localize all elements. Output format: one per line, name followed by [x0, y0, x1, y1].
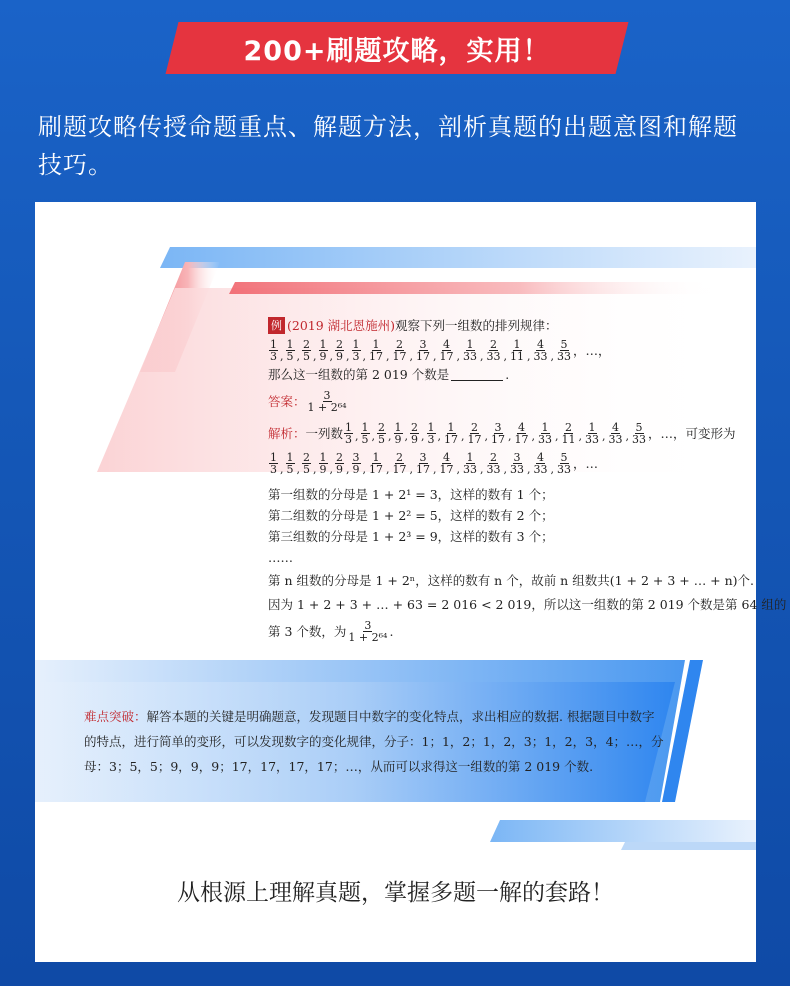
- sequence-end: ，…，可变形为: [648, 425, 736, 441]
- analysis-line: 因为 1 + 2 + 3 + … + 63 = 2 016 < 2 019，所以这一组数的第 2 019 个数是第 64 组的: [268, 596, 787, 612]
- fraction-denominator: 17: [444, 432, 459, 446]
- fraction-denominator: 33: [463, 462, 477, 476]
- sequence-fraction: [608, 422, 624, 445]
- fraction-numerator: 3: [513, 450, 521, 464]
- sequence-comma: ,: [602, 429, 606, 443]
- final-text: 第 3 个数，为: [268, 623, 347, 639]
- sequence-end: ，…，: [573, 342, 611, 358]
- sequence-comma: ,: [346, 463, 350, 476]
- sequence-fraction: [556, 339, 572, 362]
- fraction-denominator: 5: [303, 462, 310, 476]
- fraction-denominator: 3: [352, 349, 360, 363]
- fraction-denominator: 33: [557, 462, 571, 476]
- fraction-numerator: 2: [490, 450, 497, 464]
- sequence-fraction: [361, 422, 370, 445]
- sequence-fraction: [319, 452, 328, 475]
- fraction-denominator: 5: [361, 432, 369, 446]
- fraction-denominator: 11: [561, 432, 576, 446]
- answer-row: [268, 384, 748, 418]
- fraction-numerator: 2: [490, 337, 497, 351]
- sequence-comma: ,: [296, 350, 300, 363]
- sequence-comma: ,: [329, 350, 333, 363]
- fraction-numerator: 5: [560, 337, 568, 351]
- fraction-denominator: 5: [286, 349, 294, 363]
- example-sequence: [268, 335, 748, 365]
- fraction-denominator: 9: [336, 349, 343, 363]
- fraction-denominator: 9: [336, 462, 343, 476]
- question-text: 那么这一组数的第 2 019 个数是: [268, 367, 450, 382]
- banner-title: 200+刷题攻略，实用！: [243, 35, 551, 67]
- fraction-denominator: 17: [369, 462, 383, 476]
- fraction-denominator: 3: [345, 432, 353, 446]
- fraction-denominator: 5: [303, 349, 310, 363]
- sequence-fraction: [302, 339, 311, 362]
- fraction-denominator: 33: [533, 349, 548, 363]
- analysis-line: 第 n 组数的分母是 1 + 2ⁿ，这样的数有 n 个，故前 n 组数共(1 + 2 + 3 + … + n)个.: [268, 572, 755, 588]
- answer-label: 答案：: [268, 393, 306, 409]
- sequence-fraction: [335, 452, 344, 475]
- fraction-numerator: 5: [635, 420, 643, 434]
- footer-text: 从根源上理解真题，掌握多题一解的套路！: [177, 880, 614, 906]
- sequence-fraction: [514, 422, 530, 445]
- fraction-denominator: 3: [270, 349, 277, 363]
- fraction-denominator: 17: [392, 349, 407, 363]
- fraction-numerator: 2: [336, 337, 343, 351]
- example-heading: [268, 316, 748, 335]
- sequence-comma: ,: [280, 350, 284, 363]
- sequence-fraction: [352, 339, 361, 362]
- example-problem: [268, 316, 787, 646]
- fraction-numerator: 1: [466, 337, 474, 351]
- fraction-denominator: 33: [510, 462, 524, 476]
- sequence-fraction: [319, 339, 328, 362]
- sequence-fraction: [344, 422, 353, 445]
- analysis-label: 解析：: [268, 425, 306, 441]
- sequence-comma: ,: [329, 463, 333, 476]
- sequence-fraction: [533, 339, 549, 362]
- analysis-line: 第一组数的分母是 1 + 2¹ = 3，这样的数有 1 个；: [268, 487, 554, 502]
- sequence-comma: ,: [578, 429, 583, 443]
- final-end: .: [389, 623, 394, 639]
- fraction-numerator: 1: [286, 337, 294, 351]
- analysis-line: 第二组数的分母是 1 + 2² = 5，这样的数有 2 个；: [268, 508, 554, 523]
- answer-fraction: [307, 390, 348, 413]
- sequence-comma: ,: [296, 463, 300, 476]
- fraction-numerator: 1: [541, 420, 549, 434]
- fraction-numerator: 2: [336, 450, 343, 464]
- fraction-numerator: 2: [303, 450, 310, 464]
- answer-num: 3: [323, 388, 331, 402]
- sequence-comma: ,: [388, 429, 392, 443]
- intro-text: 刷题攻略传授命题重点、解题方法，剖析真题的出题意图和解题技巧。: [38, 113, 738, 179]
- fraction-denominator: 3: [427, 432, 435, 446]
- fraction-numerator: 2: [396, 337, 403, 351]
- sequence-comma: ,: [409, 350, 413, 363]
- analysis-line: ……: [268, 550, 293, 565]
- sequence-comma: ,: [503, 463, 507, 476]
- sequence-fraction: [462, 452, 478, 475]
- difficulty-hint: [84, 704, 664, 779]
- fraction-numerator: 2: [303, 337, 310, 351]
- fraction-denominator: 33: [463, 349, 477, 363]
- sequence-fraction: [415, 452, 431, 475]
- fraction-numerator: 1: [466, 450, 474, 464]
- analysis-row-1: [268, 418, 748, 448]
- example-prompt: 观察下列一组数的排列规律：: [395, 318, 558, 333]
- fraction-denominator: 33: [557, 349, 571, 363]
- sequence-comma: ,: [531, 429, 536, 443]
- fraction-denominator: 17: [369, 349, 383, 363]
- sequence-comma: ,: [437, 429, 442, 443]
- fraction-numerator: 2: [396, 450, 403, 464]
- fraction-numerator: 3: [352, 450, 360, 464]
- sequence-fraction: [584, 422, 600, 445]
- sequence-fraction: [394, 422, 403, 445]
- sequence-comma: ,: [480, 350, 484, 363]
- sequence-comma: ,: [355, 429, 359, 443]
- sequence-comma: ,: [433, 350, 437, 363]
- sequence-comma: ,: [280, 463, 284, 476]
- sequence-comma: ,: [409, 463, 413, 476]
- fraction-numerator: 2: [471, 420, 479, 434]
- fraction-numerator: 2: [565, 420, 573, 434]
- fraction-denominator: 17: [467, 432, 482, 446]
- sequence-fraction: [410, 422, 419, 445]
- sequence-fraction: [443, 422, 459, 445]
- fraction-numerator: 4: [537, 337, 544, 351]
- sequence-comma: ,: [386, 463, 390, 476]
- sequence-comma: ,: [313, 463, 317, 476]
- sequence-end: ，…: [573, 455, 599, 471]
- sequence-fraction: [462, 339, 478, 362]
- fraction-denominator: 33: [538, 432, 553, 446]
- fraction-numerator: 1: [319, 337, 327, 351]
- fraction-numerator: 1: [345, 420, 353, 434]
- fraction-numerator: 1: [286, 450, 294, 464]
- sequence-fraction: [269, 339, 278, 362]
- sequence-fraction: [561, 422, 577, 445]
- fraction-denominator: 17: [514, 432, 529, 446]
- fraction-numerator: 1: [319, 450, 327, 464]
- fraction-numerator: 1: [270, 450, 277, 464]
- fraction-numerator: 2: [411, 420, 419, 434]
- analysis-lead: 一列数: [305, 425, 344, 441]
- fraction-numerator: 1: [361, 420, 369, 434]
- example-question: [268, 365, 748, 384]
- fraction-denominator: 9: [352, 462, 360, 476]
- sequence-comma: ,: [527, 350, 531, 363]
- fraction-denominator: 9: [319, 462, 327, 476]
- fraction-numerator: 3: [419, 337, 427, 351]
- sequence-comma: ,: [433, 463, 437, 476]
- sequence-fraction: [286, 339, 295, 362]
- sequence-comma: ,: [484, 429, 489, 443]
- sequence-fraction: [335, 339, 344, 362]
- fraction-numerator: 1: [427, 420, 435, 434]
- sequence-fraction: [392, 339, 408, 362]
- sequence-fraction: [509, 452, 525, 475]
- fraction-numerator: 1: [372, 337, 380, 351]
- sequence-comma: ,: [371, 429, 376, 443]
- sequence-comma: ,: [346, 350, 350, 363]
- answer-den: 1 + 2⁶⁴: [307, 400, 347, 414]
- fraction-numerator: 1: [270, 337, 277, 351]
- sequence-fraction: [439, 339, 455, 362]
- fraction-numerator: 4: [537, 450, 544, 464]
- fraction-denominator: 17: [392, 462, 407, 476]
- sequence-comma: ,: [421, 429, 425, 443]
- example-tag: 例: [268, 317, 285, 334]
- sequence-comma: ,: [480, 463, 484, 476]
- fraction-numerator: 1: [513, 337, 521, 351]
- fraction-numerator: 4: [518, 420, 526, 434]
- fraction-denominator: 5: [378, 432, 386, 446]
- fraction-denominator: 33: [486, 462, 501, 476]
- sequence-comma: ,: [362, 350, 366, 363]
- sequence-fraction: [392, 452, 408, 475]
- fraction-numerator: 4: [612, 420, 620, 434]
- final-fraction: [347, 620, 388, 643]
- sequence-fraction: [427, 422, 436, 445]
- fraction-numerator: 1: [352, 337, 360, 351]
- sequence-fraction: [533, 452, 549, 475]
- final-num: 3: [364, 618, 372, 632]
- fraction-denominator: 17: [491, 432, 506, 446]
- analysis-final: [268, 616, 748, 646]
- hint-text: 解答本题的关键是明确题意，发现题目中数字的变化特点，求出相应的数据. 根据题目中数字的特点，进行简单的变形，可以发现数字的变化规律，分子：1；1，2；1，2，3；1，2，3，4；…，分母：3；5，5；9，9，9；17，17，17，17；…，从而可以求得这一组数的第 2 019 个数.: [84, 709, 664, 774]
- fraction-numerator: 5: [560, 450, 568, 464]
- sequence-fraction: [537, 422, 553, 445]
- sequence-fraction: [556, 452, 572, 475]
- answer-blank: [451, 368, 503, 381]
- sequence-fraction: [439, 452, 455, 475]
- sequence-fraction: [631, 422, 647, 445]
- fraction-numerator: 3: [494, 420, 502, 434]
- sequence-fraction: [467, 422, 483, 445]
- fraction-denominator: 33: [632, 432, 647, 446]
- fraction-numerator: 1: [372, 450, 380, 464]
- sequence-fraction: [415, 339, 431, 362]
- fraction-denominator: 17: [439, 349, 454, 363]
- analysis-seq2: [268, 448, 748, 478]
- sequence-comma: ,: [456, 350, 460, 363]
- analysis-line: 第三组数的分母是 1 + 2³ = 9，这样的数有 3 个；: [268, 529, 554, 544]
- sequence-fraction: [486, 339, 502, 362]
- sequence-comma: ,: [508, 429, 512, 443]
- sequence-fraction: [509, 339, 525, 362]
- fraction-numerator: 1: [394, 420, 402, 434]
- fraction-denominator: 3: [270, 462, 277, 476]
- fraction-numerator: 4: [443, 450, 450, 464]
- sequence-fraction: [302, 452, 311, 475]
- sequence-comma: ,: [550, 463, 554, 476]
- fraction-denominator: 17: [439, 462, 454, 476]
- fraction-denominator: 33: [585, 432, 600, 446]
- fraction-denominator: 17: [416, 349, 430, 363]
- sequence-fraction: [486, 452, 502, 475]
- fraction-numerator: 3: [419, 450, 427, 464]
- fraction-numerator: 1: [588, 420, 596, 434]
- sequence-comma: ,: [555, 429, 559, 443]
- sequence-comma: ,: [386, 350, 390, 363]
- fraction-denominator: 5: [286, 462, 294, 476]
- sequence-comma: ,: [550, 350, 554, 363]
- fraction-numerator: 1: [447, 420, 455, 434]
- question-end: .: [505, 367, 510, 382]
- fraction-denominator: 33: [486, 349, 501, 363]
- sequence-fraction: [368, 339, 384, 362]
- fraction-denominator: 9: [394, 432, 402, 446]
- sequence-fraction: [377, 422, 386, 445]
- sequence-comma: ,: [527, 463, 531, 476]
- sequence-fraction: [490, 422, 506, 445]
- sequence-comma: ,: [503, 350, 507, 363]
- sequence-fraction: [286, 452, 295, 475]
- fraction-numerator: 2: [378, 420, 386, 434]
- sequence-comma: ,: [456, 463, 460, 476]
- sequence-fraction: [352, 452, 361, 475]
- fraction-denominator: 17: [416, 462, 430, 476]
- fraction-denominator: 11: [510, 349, 524, 363]
- hint-label: 难点突破：: [84, 709, 147, 724]
- sequence-comma: ,: [461, 429, 465, 443]
- sequence-fraction: [368, 452, 384, 475]
- fraction-denominator: 33: [608, 432, 623, 446]
- sequence-comma: ,: [404, 429, 409, 443]
- sequence-comma: ,: [313, 350, 317, 363]
- sequence-comma: ,: [362, 463, 366, 476]
- final-den: 1 + 2⁶⁴: [348, 630, 388, 644]
- fraction-denominator: 9: [411, 432, 419, 446]
- sequence-fraction: [269, 452, 278, 475]
- analysis-seq1: [343, 422, 736, 445]
- example-source: (2019 湖北恩施州): [287, 318, 396, 333]
- sequence-comma: ,: [625, 429, 630, 443]
- fraction-numerator: 4: [443, 337, 450, 351]
- fraction-denominator: 9: [319, 349, 327, 363]
- fraction-denominator: 33: [533, 462, 548, 476]
